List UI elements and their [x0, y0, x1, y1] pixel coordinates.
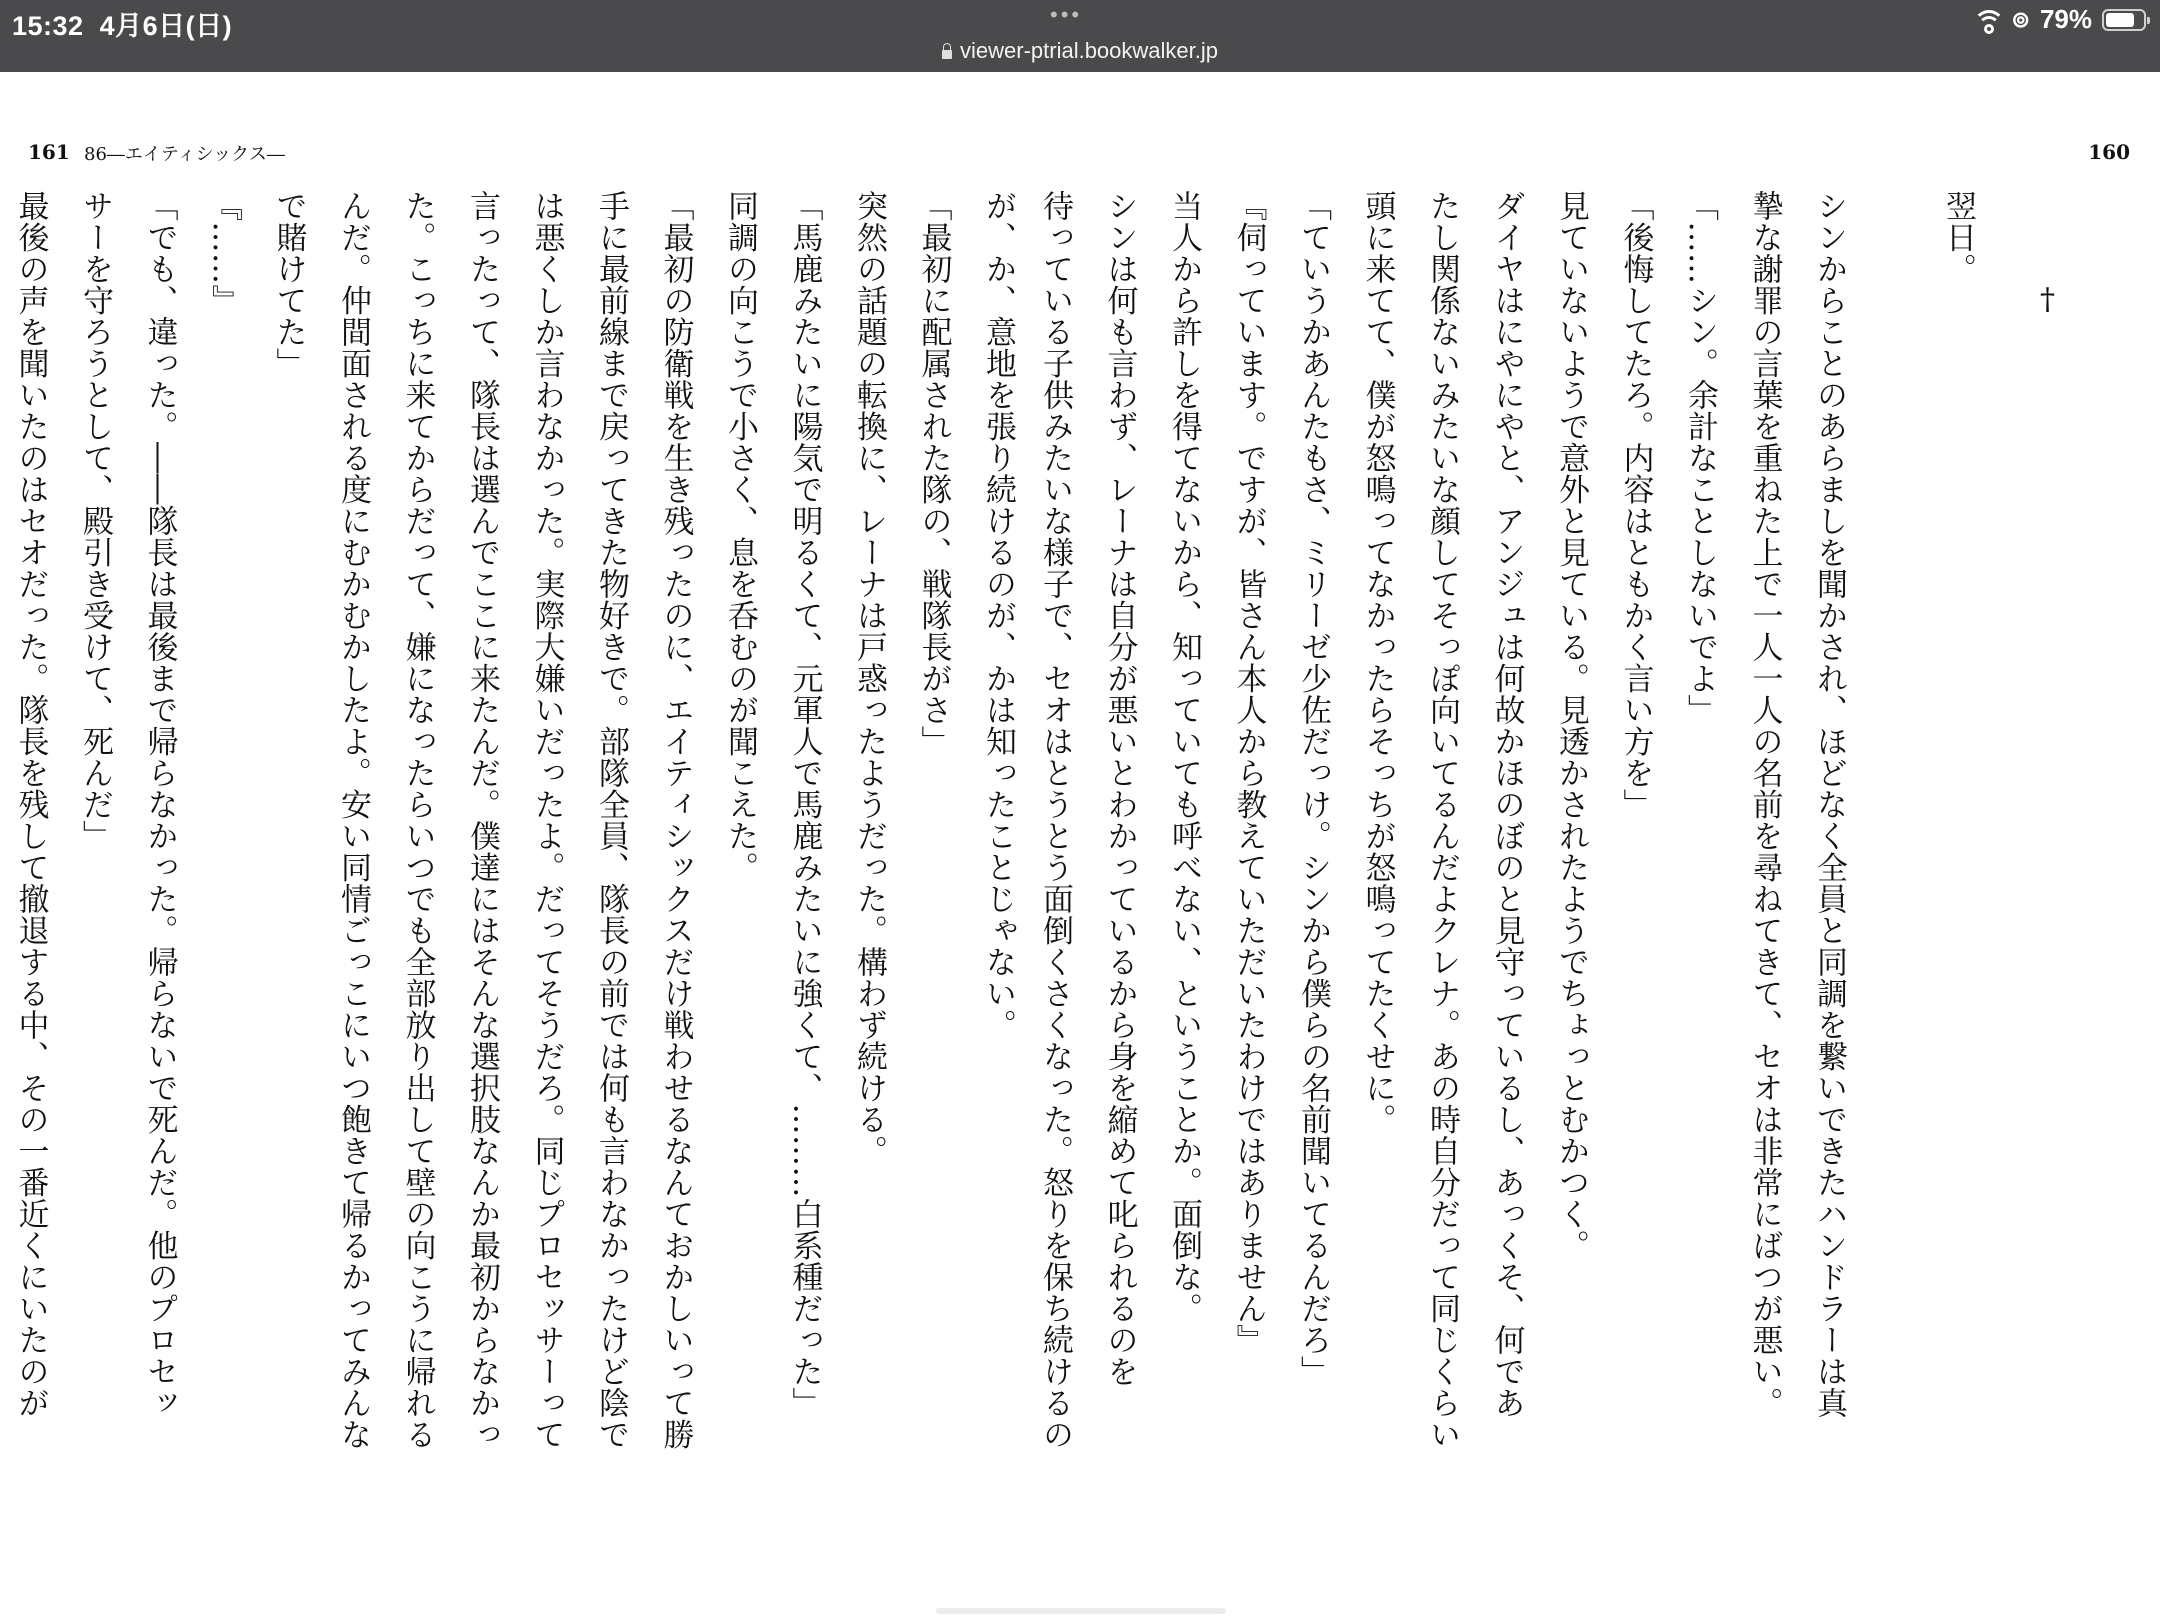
rotation-lock-icon: ⊚ — [2011, 6, 2030, 32]
text-line: 「……シン。余計なことしないでよ」 — [1682, 190, 1718, 726]
lock-icon — [942, 50, 952, 59]
battery-icon — [2102, 9, 2146, 31]
text-line: 待っている子供みたいな様子で、セオはとうとう面倒くさくなった。怒りを保ち続けるの — [1037, 190, 1073, 1450]
text-line: ダイヤはにやにやと、アンジュは何故かほのぼのと見守っているし、あっくそ、何であ — [1488, 190, 1525, 1419]
home-indicator[interactable] — [936, 1608, 1226, 1614]
text-line: 言ったって、隊長は選んでここに来たんだ。僕達にはそんな選択肢なんか最初からなかっ — [464, 190, 500, 1450]
text-line: 「後悔してたろ。内容はともかく言い方を」 — [1617, 190, 1654, 820]
battery-percentage: 79% — [2039, 4, 2092, 34]
text-line: 摯な謝罪の言葉を重ねた上で一人一人の名前を尋ねてきて、セオは非常にばつが悪い。 — [1746, 190, 1783, 1419]
text-line: は悪くしか言わなかった。実際大嫌いだったよ。だってそうだろ。同じプロセッサーって — [528, 190, 565, 1450]
blank-line — [1861, 190, 1926, 1540]
book-title: 86―エイティシックス― — [84, 144, 285, 165]
text-line: が、か、意地を張り続けるのが、かは知ったことじゃない。 — [980, 190, 1016, 1041]
multitasking-dots[interactable]: ••• — [1050, 2, 1083, 27]
page-161-text[interactable] — [12, 190, 1030, 1540]
left-page-number: 161 — [28, 140, 70, 164]
text-line: 「ていうかあんたもさ、ミリーゼ少佐だっけ。シンから僕らの名前聞いてるんだろ」 — [1295, 190, 1331, 1387]
text-line: 当人から許しを得てないから、知っていても呼べない、ということか。面倒な。 — [1166, 190, 1202, 1324]
text-line: シンからことのあらましを聞かされ、ほどなく全員と同調を繋いできたハンドラーは真 — [1811, 190, 1847, 1419]
text-line: サーを守ろうとして、殿引き受けて、死んだ」 — [77, 190, 113, 852]
wifi-icon — [1976, 10, 2002, 30]
status-bar — [0, 0, 2160, 72]
page-160-text[interactable] — [990, 190, 1990, 1540]
text-line: た。こっちに来てからだって、嫌になったらいつでも全部放り出して壁の向こうに帰れる — [399, 190, 436, 1450]
text-line: 見ていないようで意外と見ている。見透かされたようでちょっとむかつく。 — [1553, 190, 1589, 1261]
text-line: 最後の声を聞いたのはセオだった。隊長を残して撤退する中、その一番近くにいたのが — [12, 190, 49, 1419]
text-line: 「でも、違った。――隊長は最後まで帰らなかった。帰らないで死んだ。他のプロセッ — [141, 190, 178, 1419]
text-line: 突然の話題の転換に、レーナは戸惑ったようだった。構わず続ける。 — [851, 190, 887, 1167]
text-line: 『……』 — [206, 190, 242, 316]
text-line: 翌日。 — [1940, 190, 1976, 285]
text-line: 手に最前線まで戻ってきた物好きで。部隊全員、隊長の前では何も言わなかったけど陰で — [593, 190, 629, 1450]
battery-fill — [2106, 13, 2134, 27]
url-text: viewer-ptrial.bookwalker.jp — [960, 38, 1218, 63]
text-line: んだ。仲間面される度にむかむかしたよ。安い同情ごっこにいつ飽きて帰るかってみんな — [335, 190, 371, 1450]
text-line: 頭に来てて、僕が怒鳴ってなかったらそっちが怒鳴ってたくせに。 — [1359, 190, 1396, 1135]
text-line: 同調の向こうで小さく、息を呑むのが聞こえた。 — [722, 190, 758, 883]
address-bar[interactable] — [0, 38, 2160, 64]
text-line: 「馬鹿みたいに陽気で明るくて、元軍人で馬鹿みたいに強くて、………白系種だった」 — [786, 190, 823, 1419]
status-time: 15:32 4月6日(日) — [12, 11, 233, 41]
text-line: 『伺っています。ですが、皆さん本人から教えていただいたわけではありません』 — [1230, 190, 1267, 1356]
text-line: で賭けてた」 — [270, 190, 307, 379]
text-line: 「最初に配属された隊の、戦隊長がさ」 — [915, 190, 952, 757]
text-line: たし関係ないみたいな顔してそっぽ向いてるんだよクレナ。あの時自分だって同じくらい — [1424, 190, 1460, 1450]
text-line: 「最初の防衛戦を生き残ったのに、エイティシックスだけ戦わせるなんておかしいって勝 — [657, 190, 694, 1450]
section-dagger-mark: † — [2040, 282, 2055, 317]
status-indicators — [1976, 4, 2146, 35]
right-page-number: 160 — [2088, 140, 2130, 164]
text-line: シンは何も言わず、レーナは自分が悪いとわかっているから身を縮めて叱られるのを — [1101, 190, 1138, 1387]
